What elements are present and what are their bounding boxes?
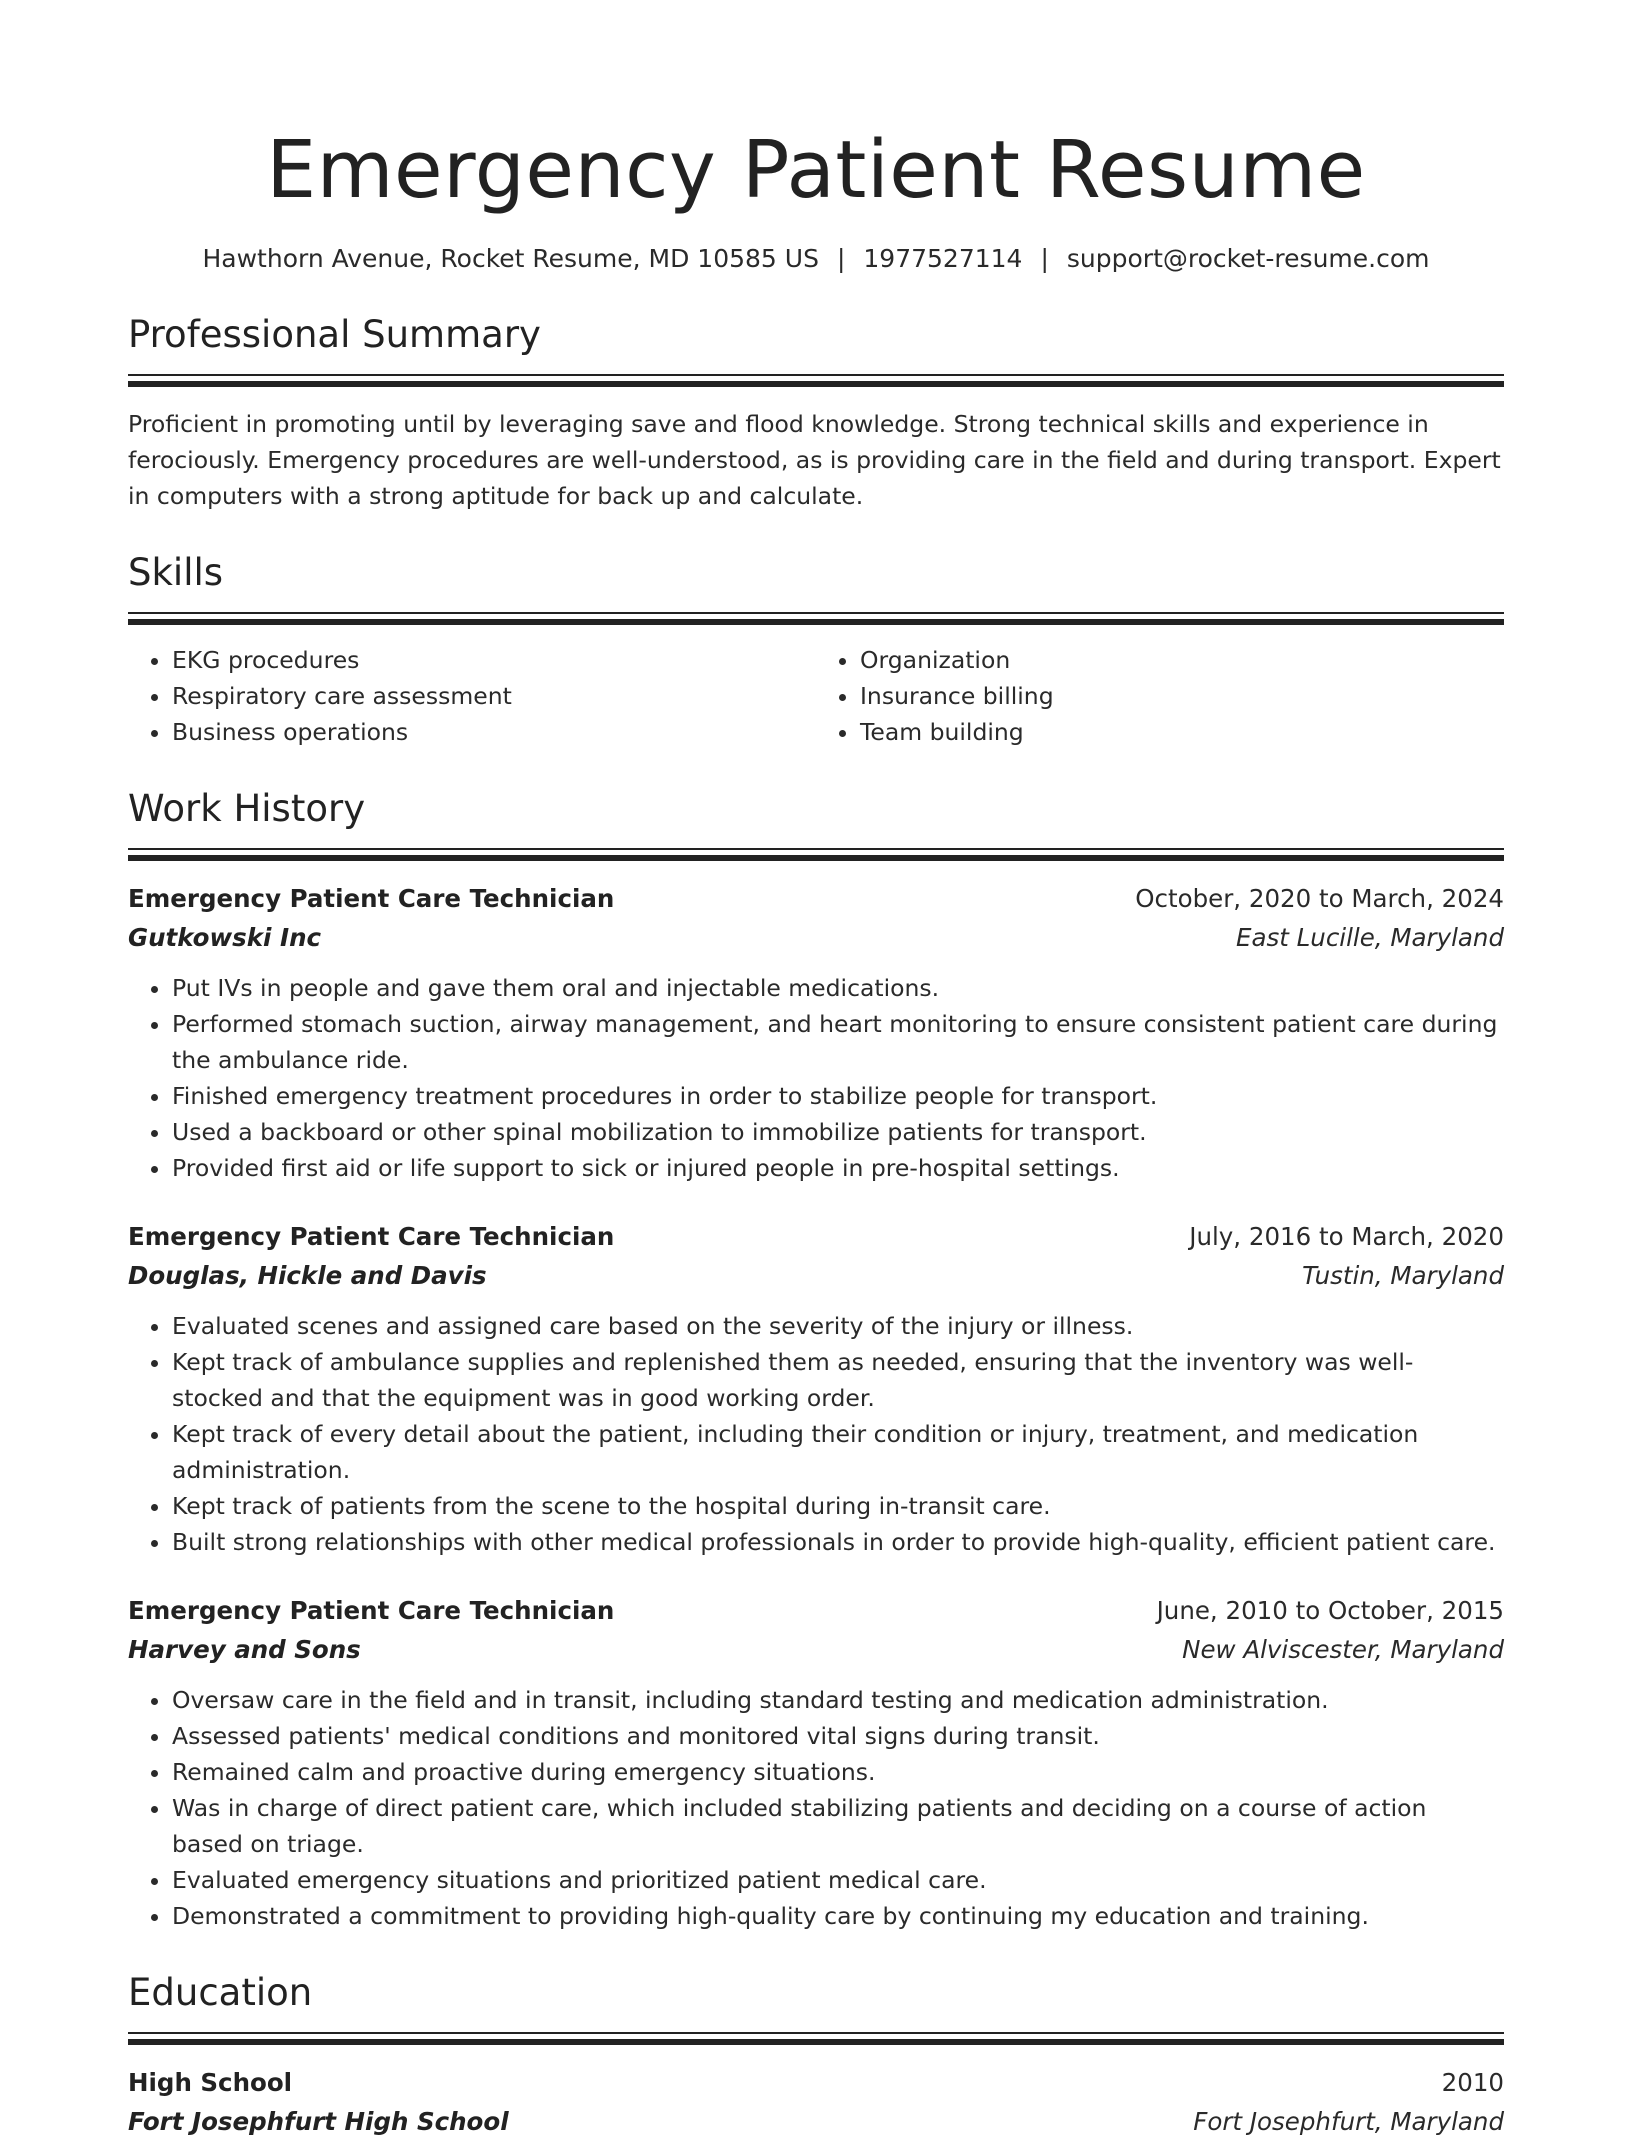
job-bullet: • Assessed patients' medical conditions and monitored vital signs during transit. — [172, 1718, 1504, 1754]
job-bullet: • Built strong relationships with other medical professionals in order to provide high-quality, efficient patient care. — [172, 1524, 1504, 1560]
job-bullet: • Provided first aid or life support to sick or injured people in pre-hospital settings. — [172, 1150, 1504, 1186]
education-year: 2010 — [1441, 2068, 1504, 2097]
job-location: Tustin, Maryland — [1302, 1261, 1504, 1290]
skill-item: • EKG procedures — [172, 642, 816, 678]
job-bullet: • Was in charge of direct patient care, which included stabilizing patients and deciding on a course of action based on triage. — [172, 1790, 1504, 1862]
job-dates: June, 2010 to October, 2015 — [1156, 1596, 1504, 1625]
job-dates: October, 2020 to March, 2024 — [1135, 884, 1504, 913]
contact-phone: 1977527114 — [863, 244, 1023, 273]
skills-list — [128, 642, 1504, 750]
work-history-section — [128, 784, 1504, 1934]
section-divider — [128, 374, 1504, 386]
summary-text: Proficient in promoting until by leveraging save and flood knowledge. Strong technical skills and experience in ferociously. Emergency procedures are well-understood, as is providing care in the field and during transport. Expert in computers with a strong aptitude for back up and calculate. — [128, 410, 1501, 510]
contact-email: support@rocket-resume.com — [1066, 244, 1430, 273]
job-bullets — [128, 970, 1504, 1186]
section-divider — [128, 848, 1504, 860]
contact-address: Hawthorn Avenue, Rocket Resume, MD 10585 US — [202, 244, 819, 273]
resume-name: Emergency Patient Resume — [266, 124, 1366, 216]
education-section — [128, 1968, 1504, 2142]
job-bullet: • Kept track of ambulance supplies and replenished them as needed, ensuring that the inventory was well-stocked and that the equipment was in good working order. — [172, 1344, 1504, 1416]
section-title-work-history: Work History — [128, 787, 366, 830]
job-bullet: • Remained calm and proactive during emergency situations. — [172, 1754, 1504, 1790]
job-company: Douglas, Hickle and Davis — [128, 1261, 487, 1290]
job-bullet: • Evaluated emergency situations and prioritized patient medical care. — [172, 1862, 1504, 1898]
job-title: Emergency Patient Care Technician — [128, 1596, 615, 1625]
job-title: Emergency Patient Care Technician — [128, 1222, 615, 1251]
skill-item: • Organization — [860, 642, 1504, 678]
job-location: East Lucille, Maryland — [1236, 923, 1504, 952]
job-bullet: • Oversaw care in the field and in transit, including standard testing and medication administration. — [172, 1682, 1504, 1718]
job-company: Gutkowski Inc — [128, 923, 322, 952]
section-title-education: Education — [128, 1971, 313, 2014]
education-degree: High School — [128, 2068, 293, 2097]
summary-section — [128, 310, 1504, 514]
job-bullet: • Used a backboard or other spinal mobilization to immobilize patients for transport. — [172, 1114, 1504, 1150]
section-title-skills: Skills — [128, 551, 224, 594]
skill-item: • Insurance billing — [860, 678, 1504, 714]
skill-item: • Business operations — [172, 714, 816, 750]
skill-item: • Team building — [860, 714, 1504, 750]
job-bullet: • Kept track of every detail about the patient, including their condition or injury, treatment, and medication administration. — [172, 1416, 1504, 1488]
job-bullet: • Put IVs in people and gave them oral and injectable medications. — [172, 970, 1504, 1006]
contact-line — [128, 242, 1504, 276]
education-school: Fort Josephfurt High School — [128, 2107, 509, 2136]
contact-separator: | — [836, 244, 846, 273]
job-bullets — [128, 1682, 1504, 1934]
job-bullet: • Finished emergency treatment procedures in order to stabilize people for transport. — [172, 1078, 1504, 1114]
skills-section — [128, 548, 1504, 750]
education-entry — [128, 2064, 1504, 2142]
job-bullets — [128, 1308, 1504, 1560]
skills-column-left — [128, 642, 816, 750]
section-divider — [128, 2032, 1504, 2044]
skill-item: • Respiratory care assessment — [172, 678, 816, 714]
job-entry — [128, 880, 1504, 1186]
job-entry — [128, 1592, 1504, 1934]
section-title-summary: Professional Summary — [128, 313, 541, 356]
job-bullet: • Demonstrated a commitment to providing high-quality care by continuing my education and training. — [172, 1898, 1504, 1934]
job-bullet: • Performed stomach suction, airway management, and heart monitoring to ensure consistent patient care during the ambulance ride. — [172, 1006, 1504, 1078]
skills-column-right — [816, 642, 1504, 750]
job-title: Emergency Patient Care Technician — [128, 884, 615, 913]
section-divider — [128, 612, 1504, 624]
education-location: Fort Josephfurt, Maryland — [1193, 2107, 1504, 2136]
job-entry — [128, 1218, 1504, 1560]
job-dates: July, 2016 to March, 2020 — [1189, 1222, 1504, 1251]
job-bullet: • Evaluated scenes and assigned care based on the severity of the injury or illness. — [172, 1308, 1504, 1344]
job-bullet: • Kept track of patients from the scene to the hospital during in-transit care. — [172, 1488, 1504, 1524]
job-company: Harvey and Sons — [128, 1635, 361, 1664]
contact-separator: | — [1040, 244, 1049, 273]
job-location: New Alviscester, Maryland — [1182, 1635, 1504, 1664]
